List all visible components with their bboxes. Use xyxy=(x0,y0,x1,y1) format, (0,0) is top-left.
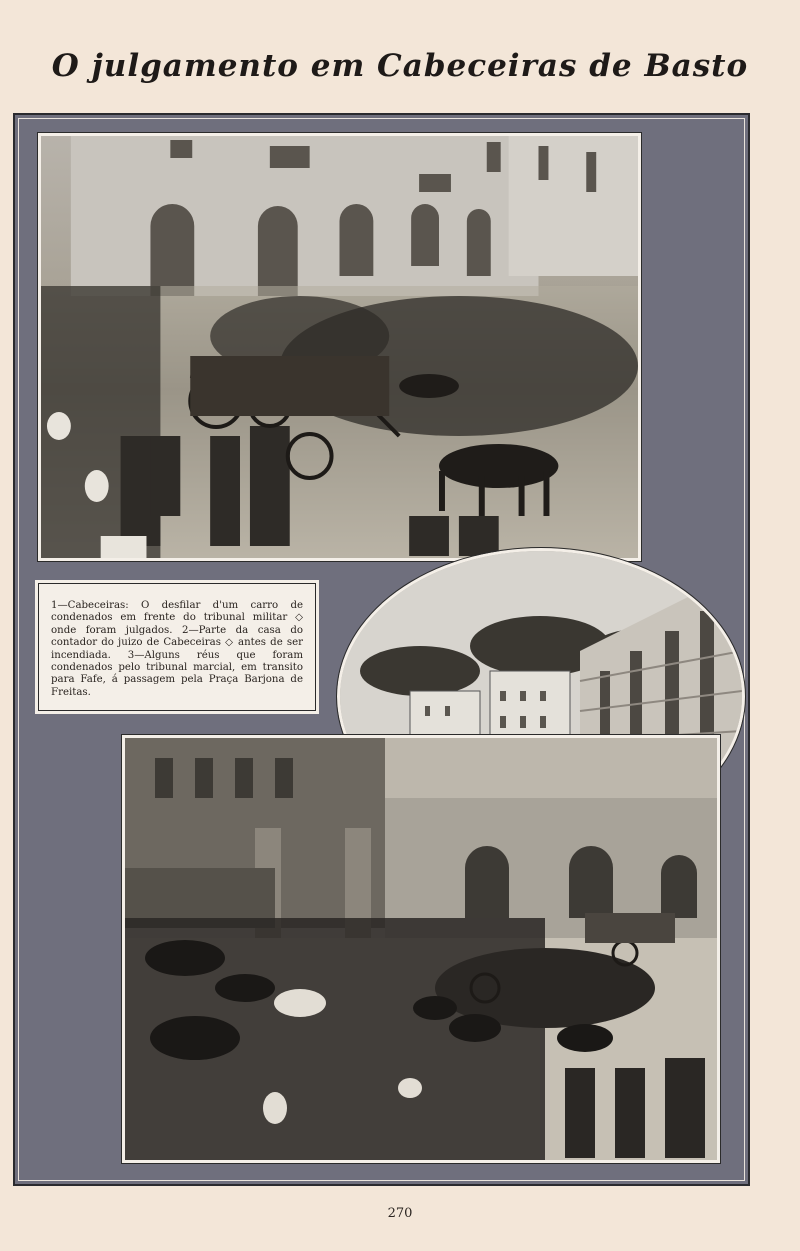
page-number: 270 xyxy=(387,1206,413,1221)
photo-cart-procession-image xyxy=(41,136,638,558)
photo-crowd-umbrellas xyxy=(122,735,720,1163)
photo-cart-procession xyxy=(38,133,641,561)
page-title: O julgamento em Cabeceiras de Basto xyxy=(51,48,749,84)
photo-caption: 1—Cabeceiras: O desfilar d'um carro de condenados em frente do tribunal militar ◇ onde foram julgados. 2—Parte da casa do contador do juizo de Cabeceiras ◇ antes de ser incendiada. 3—Alguns réus que foram condenados pelo tribunal marcial, em transito para Fafe, á passagem pela Praça Barjona de Freitas. xyxy=(38,583,316,711)
photo-crowd-umbrellas-image xyxy=(125,738,717,1160)
